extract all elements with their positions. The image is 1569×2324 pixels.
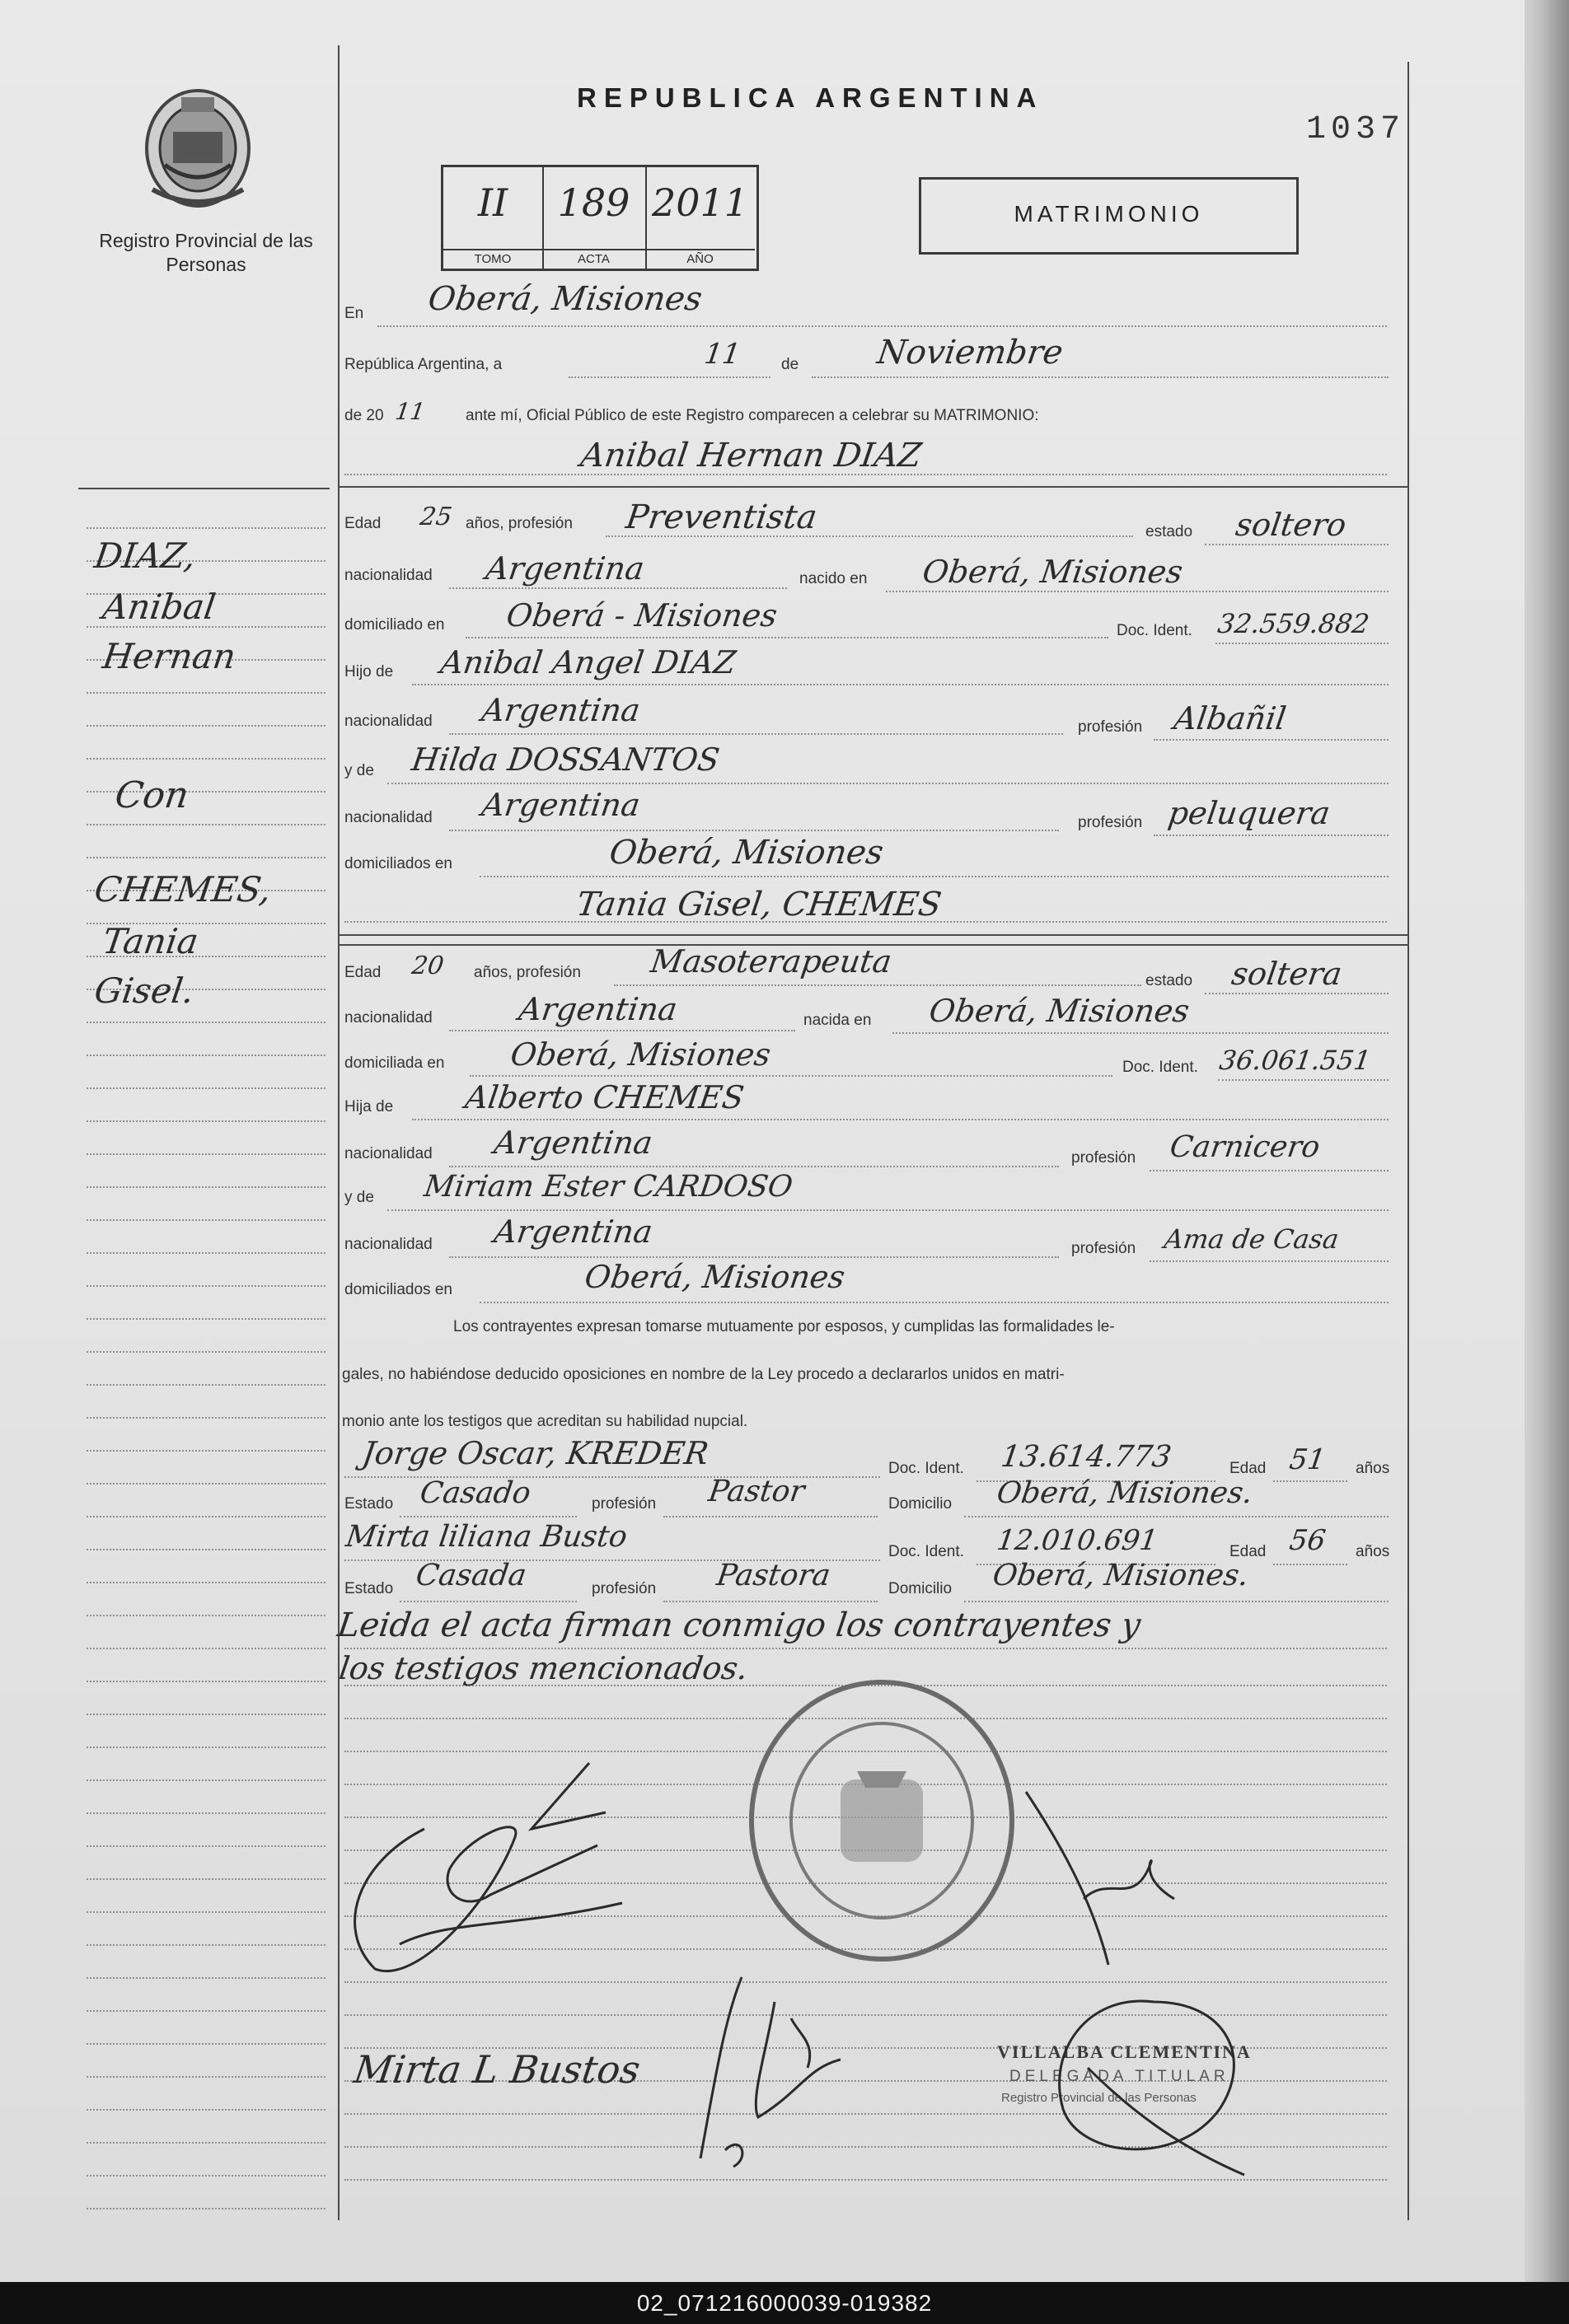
act-reference-box [441,165,759,271]
en-label: En [344,305,364,322]
rule [1273,1564,1347,1565]
coat-of-arms-icon [136,82,260,210]
place-value: Oberá, Misiones [425,280,705,318]
ruled-line [87,1648,326,1649]
ruled-line [87,824,326,825]
groom-madre-nac-label: nacionalidad [344,809,433,826]
rule [449,830,1059,831]
ruled-line [87,2142,326,2144]
year-suffix-value: 11 [393,398,427,425]
witness2-estado: Casada [414,1559,529,1592]
bride-nacida-value: Oberá, Misiones [926,993,1192,1029]
witness1-edad-label: Edad [1229,1460,1267,1477]
witness2-name: Mirta liliana Busto [344,1520,630,1554]
bride-madre-nac-label: nacionalidad [344,1236,433,1253]
bride-edad-label: Edad [344,964,382,981]
rule [480,876,1389,877]
margin-groom-name1: Anibal [100,587,218,627]
rule [1218,1079,1389,1081]
ruled-line [87,2175,326,2177]
groom-doc-value: 32.559.882 [1215,608,1371,639]
de20-label: de 20 [344,407,384,424]
signature-bustos: Mirta L Bustos [351,2047,644,2092]
ruled-line [87,1681,326,1682]
groom-nac-label: nacionalidad [344,567,433,584]
bride-madre-value: Miriam Ester CARDOSO [422,1170,795,1204]
groom-padre-prof-label: profesión [1078,718,1143,736]
ruled-line [87,1911,326,1913]
witness1-name: Jorge Oscar, KREDER [359,1435,711,1471]
ruled-line [87,1351,326,1353]
bride-padre-prof-value: Carnicero [1168,1130,1323,1164]
ruled-line [87,527,326,529]
bride-madre-prof-value: Ama de Casa [1162,1223,1342,1255]
ruled-line [87,1516,326,1517]
ruled-line [87,2076,326,2078]
rule [1273,1480,1347,1482]
signature-left [326,1738,672,1985]
margin-bride-name1: Tania [100,921,201,961]
bride-nacida-label: nacida en [803,1012,872,1029]
section-rule-1 [340,486,1407,488]
rule [449,587,787,589]
signature-right [1009,1775,1199,1973]
ruled-line [87,1417,326,1419]
ruled-line [87,1318,326,1320]
de-label: de [781,356,799,373]
acta-cell [542,167,647,269]
witness1-estado: Casado [418,1476,533,1510]
margin-bride-name2: Gisel. [91,970,197,1011]
witness1-prof-label: profesión [592,1495,657,1513]
section-rule-2 [340,934,1407,936]
anio-label: AÑO [645,249,755,269]
officer-title: DELEGADA TITULAR [1009,2068,1229,2085]
rule [449,1030,795,1031]
groom-name-heading: Anibal Hernan DIAZ [578,437,924,475]
ruled-line [87,1186,326,1188]
rule [1154,835,1389,836]
margin-con: Con [112,774,192,816]
rule [964,1516,1389,1517]
groom-doc-label: Doc. Ident. [1117,622,1192,639]
bride-estado-value: soltera [1229,956,1345,992]
ruled-line [87,1384,326,1386]
month-value: Noviembre [874,334,1066,372]
ruled-line [87,1285,326,1287]
groom-padre-nac-label: nacionalidad [344,713,433,730]
groom-padre-value: Anibal Angel DIAZ [438,644,738,680]
witness1-edad: 51 [1287,1443,1328,1476]
ruled-line [87,1878,326,1880]
statement-line2: gales, no habiéndose deducido oposiciones en nombre de la Ley procedo a declararlos unidos en matri- [342,1366,1065,1383]
groom-madre-prof-value: peluquera [1165,795,1332,831]
rule [663,1516,878,1517]
bride-hija-label: Hija de [344,1098,394,1115]
bride-padre-nac-label: nacionalidad [344,1145,433,1162]
bride-nac-label: nacionalidad [344,1009,433,1026]
acta-label: ACTA [542,249,645,269]
witness2-domicilio: Oberá, Misiones. [991,1559,1251,1592]
ruled-line [87,1054,326,1056]
statement-line3: monio ante los testigos que acreditan su habilidad nupcial. [342,1413,748,1430]
bride-dom-label: domiciliada en [344,1054,445,1072]
right-border [1407,62,1409,2220]
rule [964,1601,1389,1602]
witness2-doc-label: Doc. Ident. [888,1543,964,1560]
closing-line2: los testigos mencionados. [336,1650,751,1686]
ruled-line [87,1549,326,1550]
margin-groom-name2: Hernan [100,636,239,676]
ruled-line [87,2208,326,2209]
tomo-cell [443,167,544,269]
rule [412,684,1389,685]
act-type-box [919,177,1299,255]
rule [1150,1260,1389,1262]
ruled-line [87,1252,326,1254]
witness2-profesion: Pastora [714,1559,833,1592]
acta-value: 189 [557,180,630,225]
bride-doms-label: domiciliados en [344,1281,452,1298]
ruled-line [87,1087,326,1089]
bride-nac-value: Argentina [516,991,680,1027]
bride-yde-label: y de [344,1189,374,1206]
act-type: MATRIMONIO [1014,201,1204,227]
rule [400,1516,577,1517]
statement-line1: Los contrayentes expresan tomarse mutuamente por esposos, y cumplidas las formalidades le- [453,1318,1115,1335]
footer-bar [0,2282,1569,2324]
ruled-line [87,1977,326,1979]
ruled-line [87,1812,326,1814]
bride-madre-prof-label: profesión [1071,1240,1136,1257]
ruled-line [87,692,326,694]
rule [892,1032,1389,1034]
witness1-doc-label: Doc. Ident. [888,1460,964,1477]
groom-profesion-value: Preventista [623,498,820,536]
bride-name-heading: Tania Gisel, CHEMES [574,886,944,924]
bride-estado-label: estado [1145,972,1193,989]
rule [412,1119,1389,1120]
witness2-estado-label: Estado [344,1580,394,1597]
ruled-line [87,2043,326,2045]
ruled-line [87,1747,326,1748]
country-heading: REPUBLICA ARGENTINA [577,82,1044,113]
bride-padre-value: Alberto CHEMES [462,1079,747,1115]
rule [1154,739,1389,741]
registry-stamp [742,1672,1022,1969]
witness2-edad-label: Edad [1229,1543,1267,1560]
rule [449,733,1063,735]
rule [449,1166,1059,1167]
anio-cell [645,167,755,269]
groom-hijo-label: Hijo de [344,663,394,680]
rule [470,1075,1112,1077]
witness1-profesion: Pastor [706,1475,807,1508]
witness2-doc: 12.010.691 [995,1524,1160,1557]
groom-padre-nac-value: Argentina [479,692,643,728]
rule [1205,544,1389,545]
witness1-estado-label: Estado [344,1495,394,1513]
rule [377,325,1387,327]
ruled-line [87,2109,326,2111]
groom-yde-label: y de [344,762,374,779]
groom-madre-nac-value: Argentina [479,787,643,823]
witness2-anios-label: años [1356,1543,1390,1560]
day-value: 11 [702,338,743,371]
ante-text: ante mí, Oficial Público de este Registro comparecen a celebrar su MATRIMONIO: [466,407,1039,424]
groom-edad-label: Edad [344,515,382,532]
ruled-line [87,1779,326,1781]
groom-estado-label: estado [1145,523,1193,540]
rule [387,783,1389,784]
ruled-line [87,857,326,858]
groom-nac-value: Argentina [483,550,647,587]
rule [344,1648,1387,1649]
ruled-line [87,1944,326,1946]
tomo-label: TOMO [443,249,542,269]
bride-doc-label: Doc. Ident. [1122,1059,1198,1076]
ruled-line [87,758,326,760]
rule [1205,993,1389,994]
witness1-anios-label: años [1356,1460,1390,1477]
ruled-line [87,1582,326,1583]
ruled-line [87,1615,326,1616]
bride-padres-dom-value: Oberá, Misiones [582,1259,848,1295]
ruled-line [87,2010,326,2012]
ruled-line [87,1450,326,1452]
folio-number: 1037 [1306,111,1406,148]
ruled-line [87,1483,326,1485]
groom-madre-prof-label: profesión [1078,814,1143,831]
bride-padre-nac-value: Argentina [491,1125,655,1161]
witness2-dom-label: Domicilio [888,1580,953,1597]
bride-edad-value: 20 [410,952,446,980]
groom-madre-value: Hilda DOSSANTOS [409,741,722,778]
rule [569,376,770,378]
anio-value: 2011 [651,180,749,225]
margin-groom-surname: DIAZ, [91,535,199,576]
bride-dom-value: Oberá, Misiones [508,1036,774,1073]
tomo-value: II [477,180,508,225]
republica-label: República Argentina, a [344,356,503,373]
margin-bride-surname: CHEMES, [91,869,274,909]
ruled-line [87,1845,326,1847]
groom-dom-value: Oberá - Misiones [503,597,780,634]
ruled-line [87,1022,326,1023]
groom-estado-value: soltero [1233,507,1349,543]
rule [480,1302,1389,1303]
rule [400,1601,577,1602]
ruled-line [87,1120,326,1122]
registry-name: Registro Provincial de las Personas [99,230,313,275]
bride-profesion-label: años, profesión [474,964,581,981]
rule [449,1256,1059,1258]
closing-line1: Leida el acta firman conmigo los contrayentes y [335,1606,1143,1644]
rule [614,984,1141,986]
witness1-doc: 13.614.773 [999,1440,1174,1474]
officer-registry: Registro Provincial de las Personas [1001,2091,1197,2105]
rule [663,1601,878,1602]
rule [387,1209,1389,1211]
rule [466,637,1108,638]
bride-profesion-value: Masoterapeuta [648,943,894,980]
groom-padres-dom-value: Oberá, Misiones [607,834,886,872]
bride-padre-prof-label: profesión [1071,1149,1136,1167]
witness1-dom-label: Domicilio [888,1495,953,1513]
ruled-line [87,1714,326,1715]
groom-padre-prof-value: Albañil [1171,700,1289,736]
rule [812,376,1389,378]
witness1-domicilio: Oberá, Misiones. [995,1476,1255,1510]
ruled-line [87,1153,326,1155]
rule [1150,1170,1389,1171]
image-code: 02_071216000039-019382 [636,2290,933,2316]
margin-rule [78,488,330,489]
signature-officer [1038,1985,1269,2183]
ruled-line [87,725,326,727]
bride-madre-nac-value: Argentina [491,1213,655,1250]
rule [886,591,1389,592]
groom-doms-label: domiciliados en [344,855,452,872]
groom-nacido-label: nacido en [799,570,868,587]
groom-dom-label: domiciliado en [344,616,445,634]
signature-center [676,1969,873,2175]
groom-nacido-value: Oberá, Misiones [920,554,1186,590]
groom-profesion-label: años, profesión [466,515,573,532]
bride-doc-value: 36.061.551 [1217,1045,1373,1076]
page-edge [1525,0,1569,2282]
rule [1215,643,1389,644]
ruled-line [87,1219,326,1221]
witness2-edad: 56 [1287,1524,1328,1557]
officer-name: VILLALBA CLEMENTINA [997,2041,1252,2062]
groom-edad-value: 25 [418,503,454,531]
witness2-prof-label: profesión [592,1580,657,1597]
